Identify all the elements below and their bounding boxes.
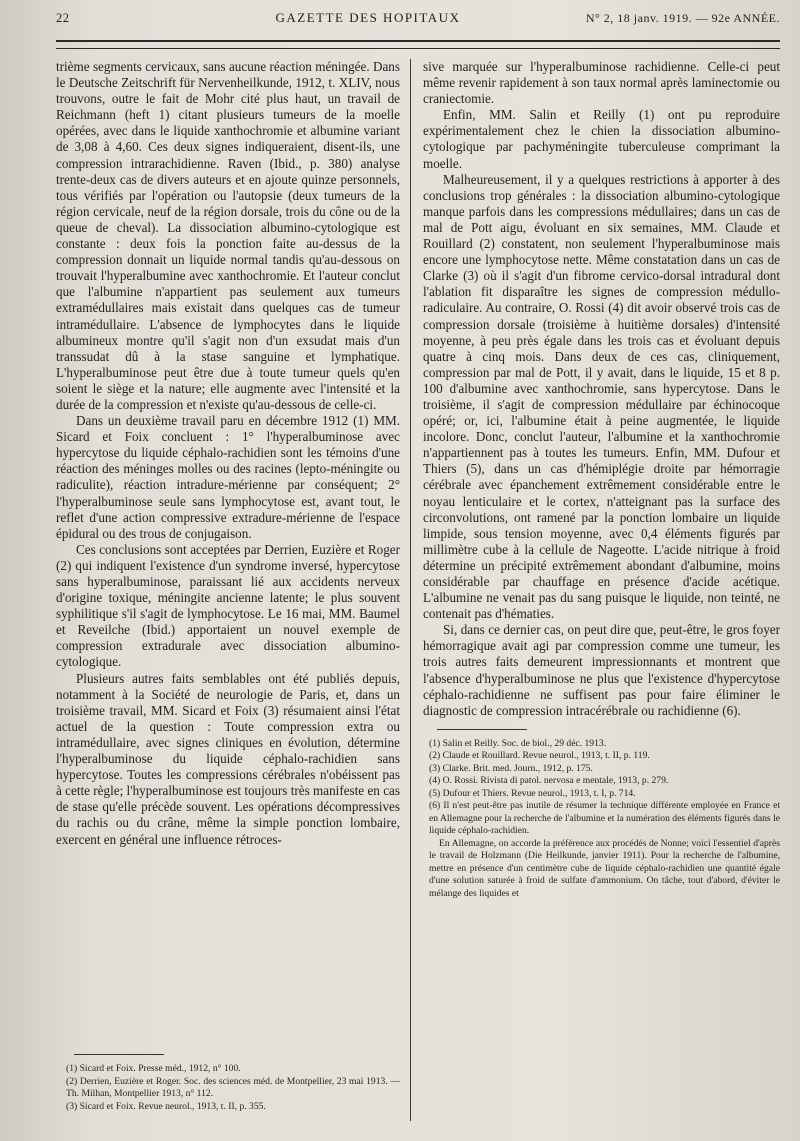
- footnote: (3) Sicard et Foix. Revue neurol., 1913, t. II, p. 355.: [66, 1100, 266, 1112]
- header-rule: [56, 40, 780, 42]
- left-footnotes: [56, 1048, 400, 1113]
- header-rule-thin: [56, 48, 780, 49]
- paragraph: Malheureusement, il y a quelques restrictions à apporter à des conclusions trop générales : la dissociation albumino-cytologique manque parfois dans les compressions médullaires; dans un cas de mal de Pott aigu, évoluant en six semaines, MM. Claude et Rouillard (2) constatent, non seulement l'hyperalbuminose mais encore une lymphocytose nette. Même constatation dans un cas de Clarke (3) où il s'agit d'un fibrome cervico-dorsal intradural dont l'ablation fit disparaître les signes de compression médullo-radiculaire. Au contraire, O. Rossi (4) dit avoir observé trois cas de compression dorsale (troisième à huitième dorsales) d'intensité moyenne, à peu près égale dans les trois cas et évoluant depuis quatre à cinq mois. Dans deux de ces cas, cliniquement, compression par mal de Pott, il y avait, dans le liquide, 15 et 8 p. 100 d'albumine avec xanthochromie, sans hypercytose. Dans le troisième, il s'agit de compression médullaire par échinocoque opéré; or, ici, l'albumine était à peine augmentée, le liquide incolore. Donc, conclut l'auteur, l'albumine et la xanthochromie n'appartiennent pas à toutes les tumeurs. Enfin, MM. Dufour et Thiers (5), dans un cas d'hémiplégie droite par hémorragie cérébrale avec épanchement extrêmement considérable entre le noyau lenticulaire et le cortex, n'atteignant pas la surface des circonvolutions, ont ramené par la ponction lombaire un liquide limpide, sous tension moyenne, avec 0,4 éléments figurés par millimètre cube à la cellule de Nageotte. L'acide nitrique à froid détermine un précipité extrêmement abondant d'albumine, moins considérable par chauffage en présence d'acide acétique. L'albumine ne venait pas du sang puisque le liquide, non teinté, ne contenait pas d'hématies.: [423, 171, 780, 622]
- footnote-separator: [437, 729, 527, 730]
- paragraph: Si, dans ce dernier cas, on peut dire que, peut-être, le gros foyer hémorragique avait agi par compression comme une tumeur, les trois autres faits demeurent impressionnants et montrent que l'absence d'hyperalbuminose ne plus que l'existence d'hypercytose céphalo-rachidienne ne suffisent pas pour faire éliminer le diagnostic de compression intracérébrale ou rachidienne (6).: [423, 622, 780, 718]
- left-column: [56, 59, 410, 1121]
- footnote: En Allemagne, on accorde la préférence aux procédés de Nonne; voici l'essentiel d'après le travail de Holzmann (Die Heilkunde, janvier 1911). Pour la recherche de l'albumine, mettre en présence d'un centimètre cube de liquide céphalo-rachidien une quantité égale d'une solution saturée à froid de sulfate d'ammonium. On tâche, tout d'abord, d'éviter le mélange des liquides et: [429, 837, 780, 899]
- right-column: [410, 59, 780, 1121]
- footnote: (1) Sicard et Foix. Presse méd., 1912, n° 100.: [66, 1063, 241, 1074]
- footnote: (4) O. Rossi. Rivista di patol. nervosa e mentale, 1913, p. 279.: [429, 775, 669, 787]
- paragraph: trième segments cervicaux, sans aucune réaction méningée. Dans le Deutsche Zeitschrift für Nervenheilkunde, 1912, t. XLIV, nous trouvons, outre le fait de Mohr cité plus haut, un travail de Reichmann (heft 1) citant plusieurs tumeurs de la moelle opérées, avec dans le liquide xanthochromie et albumine variant de 3,08 à 4,60. Ces deux signes indiqueraient, disent-ils, une compression intrarachidienne. Raven (Ibid., p. 380) analyse trente-deux cas de divers auteurs et en ajoute quinze personnels, tous vérifiés par l'opération ou l'autopsie (deux tumeurs de la région cervicale, neuf de la région dorsale, trois du cône ou de la queue de cheval). La dissociation albumino-cytologique est constante : deux fois la ponction faite au-dessus de la compression donnait un liquide normal tandis qu'au-dessous on trouvait l'hyperalbumine avec xanthochromie. Et l'auteur conclut que l'albumine n'appartient pas seulement aux tumeurs extramédullaires mais existait dans quelques cas de tumeur intramédullaire. L'absence de lymphocytes dans le liquide albumineux montre qu'il s'agit non d'un exsudat mais d'un transsudat dû à la stase sanguine et lymphatique. L'hyperalbuminose peut être due à toute tumeur quels qu'en soient le siège et la nature; elle augmente avec l'intensité et la durée de la compression et n'existe qu'au-dessous de celle-ci.: [56, 59, 400, 412]
- footnote: (1) Salin et Reilly. Soc. de biol., 29 déc. 1913.: [429, 737, 607, 749]
- paragraph: Ces conclusions sont acceptées par Derrien, Euzière et Roger (2) qui indiquent l'existence d'un syndrome inversé, hypercytose sans hyperalbuminose, paraissant lié aux accidents nerveux d'origine toxique, méningite ancienne latente; le plus souvent syphilitique s'il s'agit de lymphocytose. Le 16 mai, MM. Baumel et Reveilche (Ibid.) apportaient un nouvel exemple de compression extradurale avec dissociation albumino-cytologique.: [56, 541, 400, 670]
- journal-title: GAZETTE DES HOPITAUX: [275, 10, 461, 25]
- right-footnotes: [423, 729, 780, 901]
- paragraph: Plusieurs autres faits semblables ont été publiés depuis, notamment à la Société de neurologie de Paris, et, dans un troisième travail, MM. Sicard et Foix (3) résumaient ainsi l'état actuel de la question : Toute compression extra ou intramédullaire, avec signes cliniques en évolution, détermine l'hyperalbuminose du liquide céphalo-rachidien sans hypercytose. Toutes les compressions cérébrales n'obéissent pas à cette règle; l'hyperalbuminose est toujours très manifeste en cas de stase qu'elle précède souvent. Les opérations décompressives du rachis ou du crâne, même la simple ponction lombaire, exercent en général une influence rétroces-: [56, 670, 400, 847]
- footnote: (3) Clarke. Brit. med. Journ., 1912, p. 175.: [429, 762, 593, 774]
- footnote: (2) Claude et Rouillard. Revue neurol., 1913, t. II, p. 119.: [429, 750, 650, 762]
- text-columns: [56, 59, 780, 1121]
- page-header: [56, 10, 780, 32]
- footnote: (5) Dufour et Thiers. Revue neurol., 1913, t. I, p. 714.: [429, 787, 636, 799]
- paragraph: sive marquée sur l'hyperalbuminose rachidienne. Celle-ci peut même revenir rapidement à son taux normal après laminectomie ou craniectomie.: [423, 59, 780, 107]
- paragraph: Enfin, MM. Salin et Reilly (1) ont pu reproduire expérimentalement chez le chien la dissociation albumino-cytologique par pachyméningite tuberculeuse comprimant la moelle.: [423, 107, 780, 171]
- page-number: 22: [56, 11, 70, 25]
- paragraph: Dans un deuxième travail paru en décembre 1912 (1) MM. Sicard et Foix concluent : 1° l'hyperalbuminose avec hypercytose du liquide céphalo-rachidien sont les témoins d'une réaction des méninges molles ou des racines (lepto-méningite ou radiculite), réaction intradure-mérienne par conséquent; 2° l'hyperalbuminose seule sans lymphocytose est, avant tout, le reflet d'une action compressive extradure-mérienne de l'espace épidural ou des trous de conjugaison.: [56, 413, 400, 541]
- footnote-separator: [74, 1054, 164, 1055]
- issue-date: N° 2, 18 janv. 1919. — 92e ANNÉE.: [585, 11, 780, 25]
- footnote: (6) Il n'est peut-être pas inutile de résumer la technique différente employée en France et en Allemagne pour la recherche de l'albumine et la numération des éléments figurés dans le liquide céphalo-rachidien.: [429, 800, 780, 837]
- footnote: (2) Derrien, Euzière et Roger. Soc. des sciences méd. de Montpellier, 23 mai 1913. — Th. Milhan, Montpellier 1913, n° 112.: [66, 1075, 400, 1099]
